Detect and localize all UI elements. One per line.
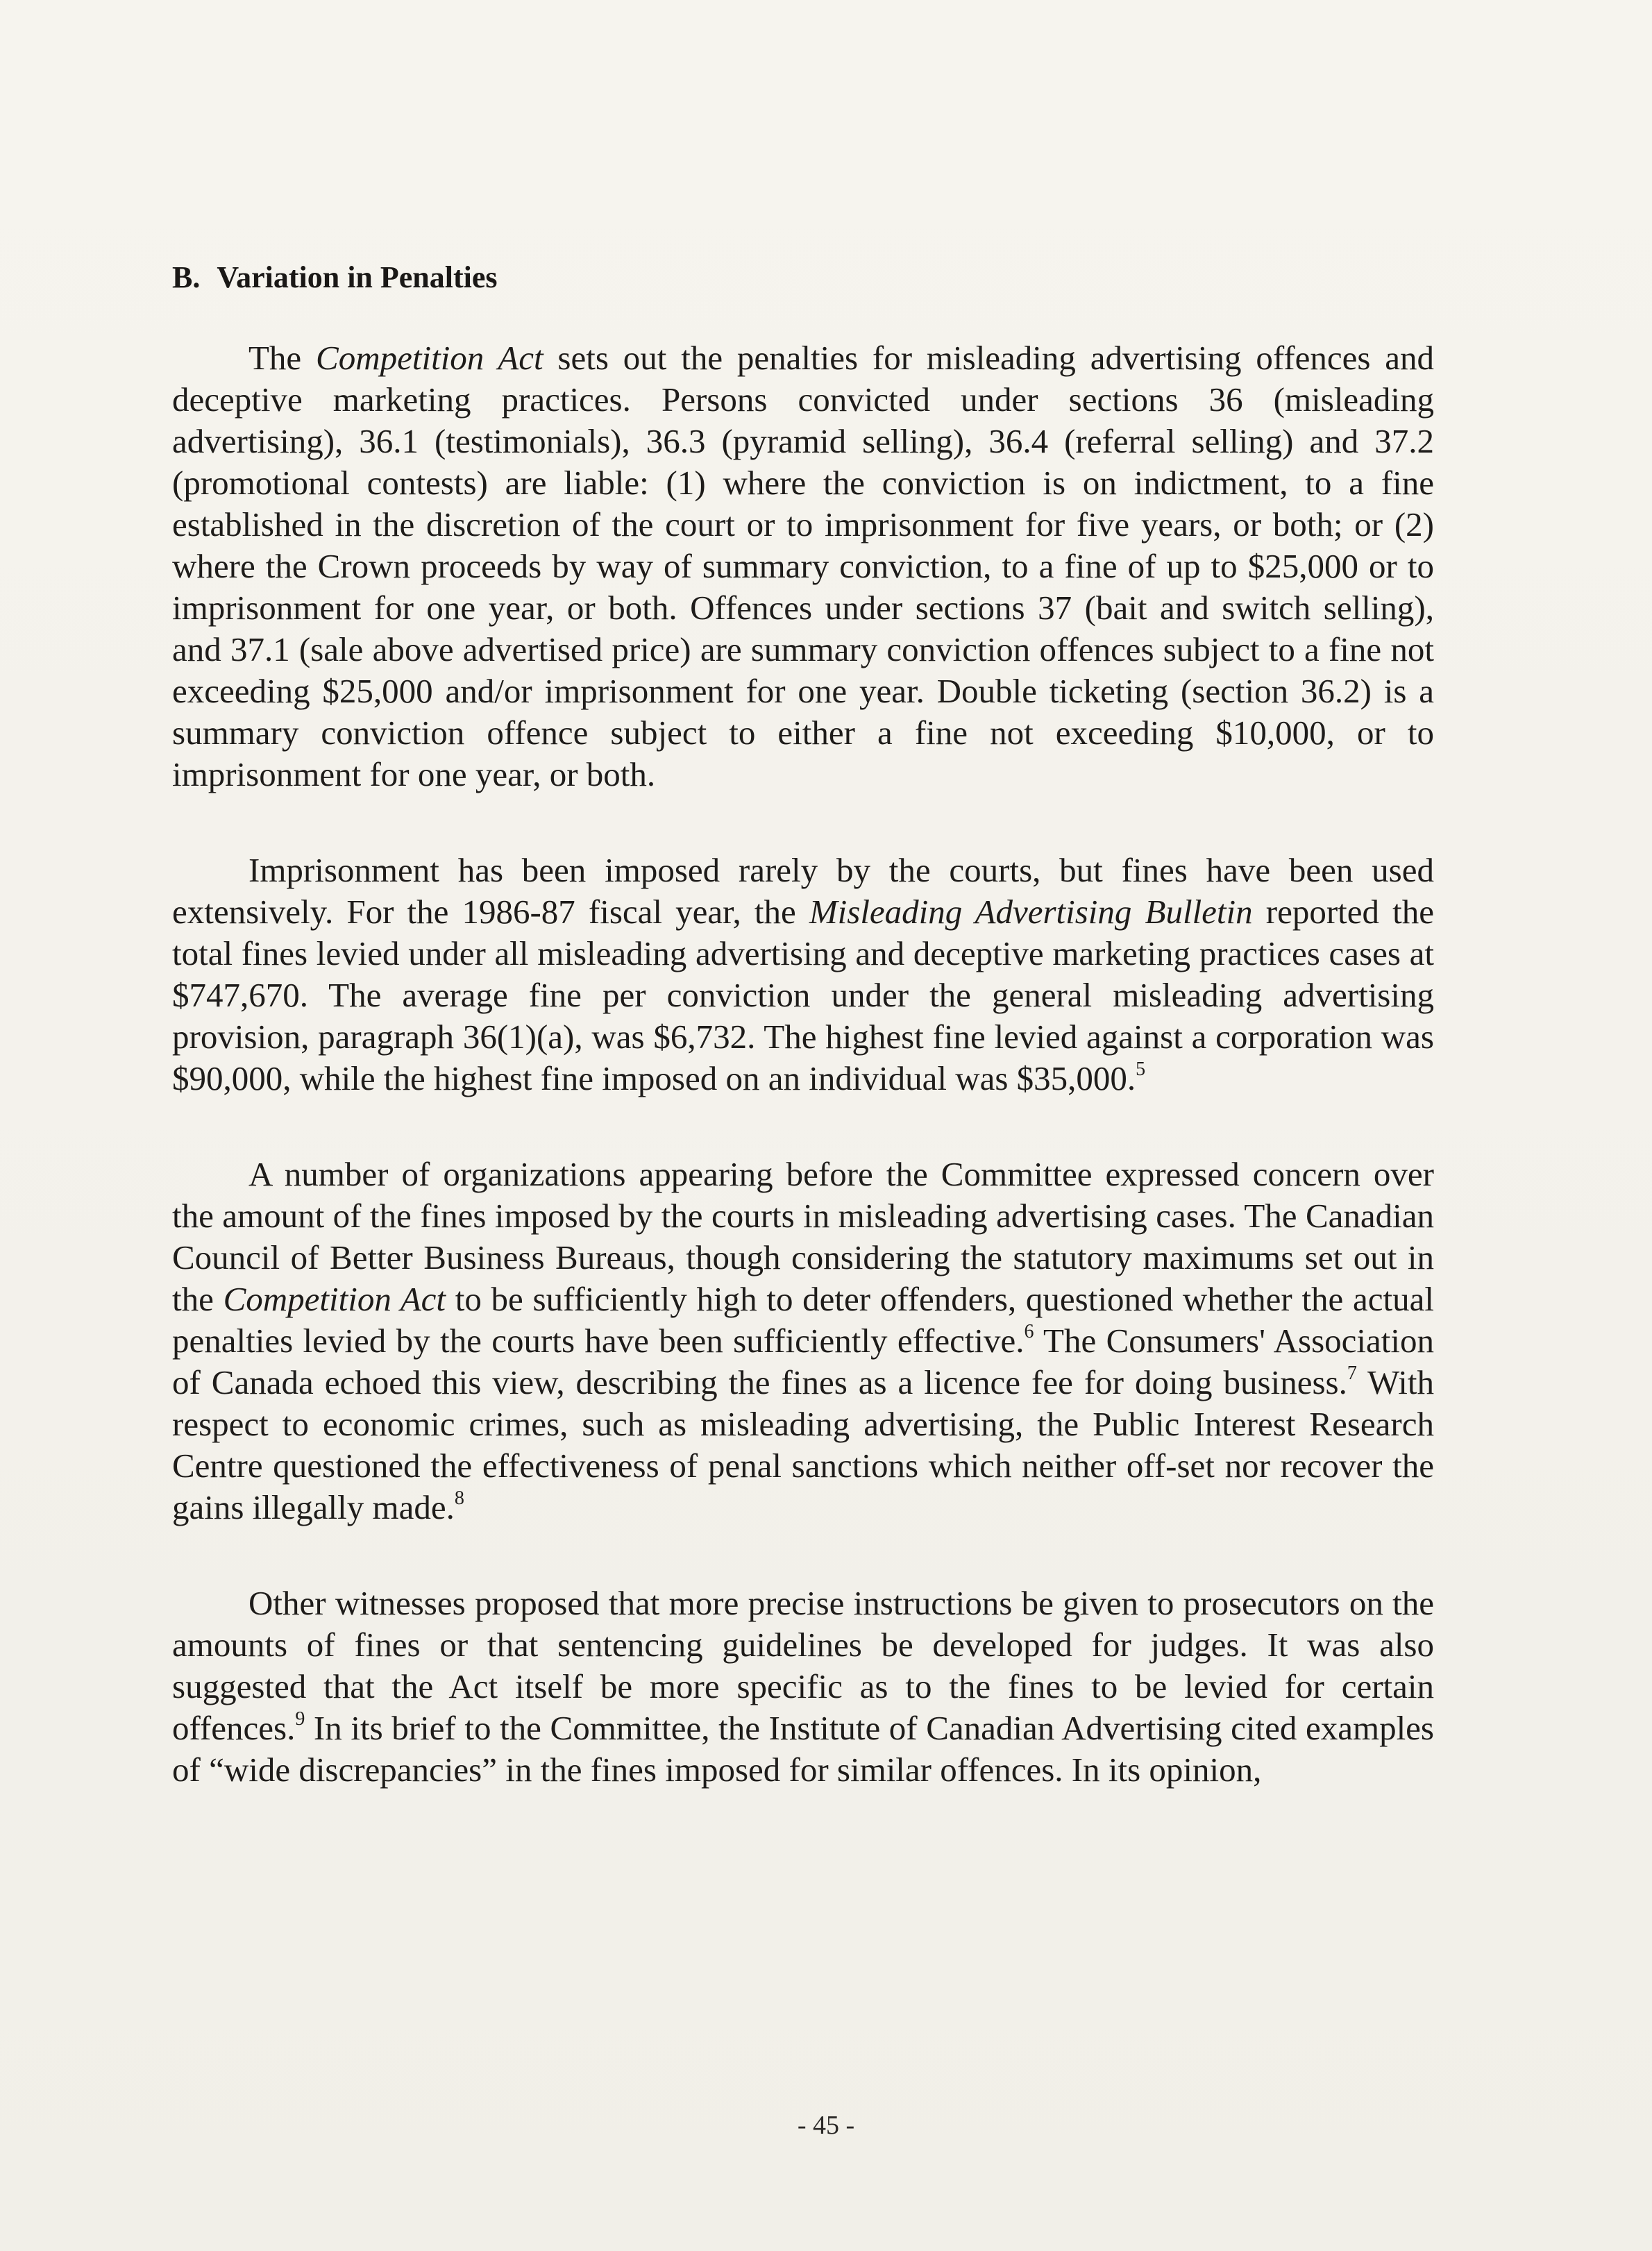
footnote-marker: 8 — [454, 1487, 464, 1509]
text-run: The Consumers' Association of Canada echoed this view, describing the fines as a licence fee for doing business. — [172, 1322, 1434, 1401]
text-run: Other witnesses proposed that more precise instructions be given to prosecutors on the amounts of fines or that sentencing guidelines be developed for judges. It was also suggested that the Act itself be more specific as to the fines to be levied for certain offences. — [172, 1584, 1434, 1747]
text-run: sets out the penalties for misleading advertising offences and deceptive marketing practices. Persons convicted under sections 36 (misleading advertising), 36.1 (testimonials), 36.3 (pyramid selling), 36.4 (referral selling) and 37.2 (promotional contests) are liable: (1) where the conviction is on indictment, to a fine established in the discretion of the court or to imprisonment for five years, or both; or (2) where the Crown proceeds by way of summary conviction, to a fine of up to $25,000 or to imprisonment for one year, or both. Offences under sections 37 (bait and switch selling), and 37.1 (sale above advertised price) are summary conviction offences subject to a fine not exceeding $25,000 and/or imprisonment for one year. Double ticketing (section 36.2) is a summary conviction offence subject to either a fine not exceeding $10,000, or to imprisonment for one year, or both. — [172, 339, 1434, 793]
italic-title: Misleading Advertising Bulletin — [809, 893, 1253, 931]
paragraph — [172, 1583, 1434, 1791]
body-text — [172, 337, 1434, 1791]
section-label: B. — [172, 260, 201, 294]
footnote-marker: 5 — [1136, 1058, 1146, 1080]
text-run: Imprisonment has been imposed rarely by the courts, but fines have been used extensively. For the 1986-87 fiscal year, the — [172, 851, 1434, 931]
section-title: Variation in Penalties — [217, 260, 498, 294]
section-heading — [172, 257, 1434, 298]
italic-title: Competition Act — [316, 339, 543, 377]
text-run: With respect to economic crimes, such as misleading advertising, the Public Interest Research Centre questioned the effectiveness of penal sanctions which neither off-set nor recover the gains illegally made. — [172, 1363, 1434, 1526]
paragraph — [172, 1154, 1434, 1528]
text-run: In its brief to the Committee, the Institute of Canadian Advertising cited examples of “wide discrepancies” in the fines imposed for similar offences. In its opinion, — [172, 1709, 1434, 1789]
text-run: A number of organizations appearing before the Committee expressed concern over the amount of the fines imposed by the courts in misleading advertising cases. The Canadian Council of Better Business Bureaus, though considering the statutory maximums set out in the — [172, 1155, 1434, 1318]
italic-title: Competition Act — [223, 1280, 446, 1318]
page-content — [172, 257, 1434, 1845]
page-number: - 45 - — [797, 2111, 855, 2140]
footnote-marker: 6 — [1024, 1320, 1034, 1342]
footnote-marker: 7 — [1347, 1362, 1357, 1384]
text-run: to be sufficiently high to deter offenders, questioned whether the actual penalties levied by the courts have been sufficiently effective. — [172, 1280, 1434, 1360]
paragraph — [172, 337, 1434, 795]
text-run: reported the total fines levied under all misleading advertising and deceptive marketing practices cases at $747,670. The average fine per conviction under the general misleading advertising provision, paragraph 36(1)(a), was $6,732. The highest fine levied against a corporation was $90,000, while the highest fine imposed on an individual was $35,000. — [172, 893, 1434, 1097]
footnote-marker: 9 — [295, 1708, 305, 1730]
paragraph — [172, 850, 1434, 1099]
text-run: The — [248, 339, 317, 377]
